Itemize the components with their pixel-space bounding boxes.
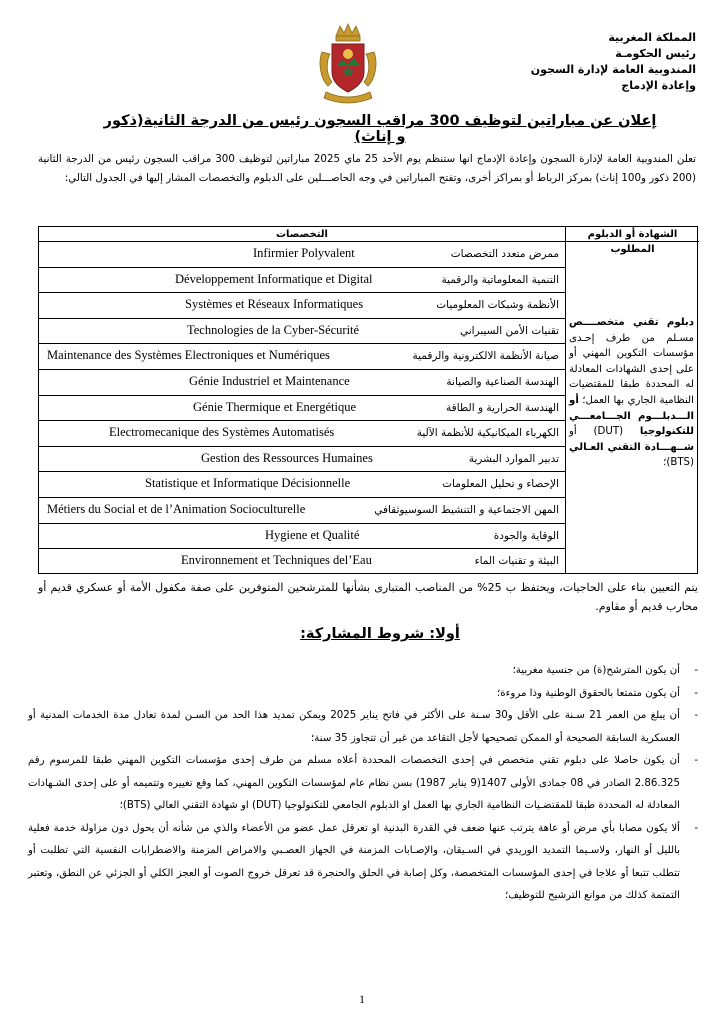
specialty-fr: Hygiene et Qualité (265, 527, 360, 542)
specialty-ar: الهندسة الصناعية والصيانة (446, 376, 559, 388)
degree-bold: دبلوم تقني متخصــــص (569, 317, 694, 328)
specialty-row (39, 344, 565, 370)
specialty-ar: صيانة الأنظمة الالكترونية والرقمية (412, 350, 559, 363)
specialty-ar: الأنظمة وشبكات المعلوميات (436, 299, 559, 312)
specialty-fr: Développement Informatique et Digital (175, 271, 373, 286)
specialty-ar: الإحصاء و تحليل المعلومات (442, 478, 559, 491)
specialty-row (39, 242, 565, 268)
institution-header (531, 30, 696, 94)
specialty-fr: Métiers du Social et de l’Animation Socioculturelle (47, 502, 306, 516)
specialty-row (39, 370, 565, 396)
specialty-fr: Infirmier Polyvalent (253, 246, 355, 260)
condition-item: - أن يكون المترشح(ة) من جنسية مغربية؛ (28, 660, 698, 683)
section-title: أولا: شروط المشاركة: (300, 626, 460, 642)
required-degree-cell (569, 315, 694, 471)
specialty-row (39, 549, 565, 575)
specialty-row (39, 524, 565, 550)
specialty-ar: الوقاية والجودة (493, 529, 559, 542)
specialties-table (38, 226, 698, 574)
header-line: وإعادة الإدماج (621, 79, 696, 92)
specialty-fr: Systèmes et Réseaux Informatiques (185, 297, 364, 312)
specialty-row (39, 293, 565, 319)
condition-item: - أن يكون متمتعا بالحقوق الوطنية وذا مروءة؛ (28, 683, 698, 706)
header-degree: الشهادة أو الدبلوم المطلوب (566, 227, 699, 242)
moroccan-coat-of-arms-icon (316, 22, 380, 106)
specialty-ar: ممرض متعدد التخصصات (450, 248, 559, 260)
header-line: المملكة المغربية (608, 31, 696, 44)
condition-item: - أن يبلغ من العمر 21 سـنة على الأقل و30 سـنة على الأكثر في فاتح يناير 2025 ويمكن تمديد هذا الحد من السـن لمدة تعادل مدة الخدمات المدنية أو العسكرية السابقة الصحيحة أو الممكن تصحيحها لأجل التقاعد من غير أن تتجاوز 35 سنة؛ (28, 705, 698, 750)
degree-text: (BTS)؛ (663, 457, 694, 469)
specialty-row (39, 472, 565, 498)
header-line: رئيس الحكومـة (615, 47, 696, 60)
specialty-ar: تدبير الموارد البشرية (468, 452, 559, 465)
degree-text: (DUT) أو (569, 426, 624, 438)
specialty-row (39, 421, 565, 447)
specialty-fr: Statistique et Informatique Décisionnelle (145, 476, 351, 491)
specialty-ar: الهندسة الحرارية و الطاقة (446, 401, 559, 414)
specialty-ar: التنمية المعلوماتية والرقمية (441, 273, 559, 286)
header-specialties: التخصصات (39, 227, 565, 242)
condition-item: - ألا يكون مصابا بأي مرض أو عاهة يترتب عنها ضعف في القدرة البدنية او تعرقل عمل عضو من الأعضاء والذي من شأنه أن يحول دون مزاولة خدمة فعلية بالليل أو النهار، ولاسـيما التمديد الوريدي في السـيقان، والإصـابات المزمنة في الجهاز العصـبي والامراض المزمنة والاضطرابات النفسية التي تطلبت أو تتطلب تتبعا أو علاجا في إحدى المؤسسات المتخصصة، وكل إصابة في الحلق والحنجرة قد تعرقل خروج الصوت أو العجز الكلي أو الجزئي عن النطق، وتعتبر التمتمة كذلك من موانع الترشيح للتوظيف؛ (28, 818, 698, 908)
specialty-row (39, 268, 565, 294)
header-line: المندوبية العامة لإدارة السجون (530, 63, 696, 76)
specialty-fr: Gestion des Ressources Humaines (201, 450, 373, 465)
specialty-fr: Génie Industriel et Maintenance (189, 374, 350, 388)
specialty-row (39, 447, 565, 473)
degree-bold: أو الـــدبلـــوم الجـــامعـــي للتكنولوجيا (569, 394, 694, 438)
specialty-fr: Maintenance des Systèmes Electroniques et Numériques (47, 348, 330, 363)
intro-paragraph: تعلن المندوبية العامة لإدارة السجون وإعادة الإدماج انها ستنظم يوم الأحد 25 ماي 2025 مباراتين لتوظيف 300 مراقب السجون رئيس من الدرجة الثانية (200 ذكور و100 إناث) بمركز الرباط أو بمراكز أخرى، وتفتح المباراتين في وجه الحاصـــلين على الدبلوم والتخصصات المشار إليها في الجدول التالي: (38, 153, 696, 184)
specialty-fr: Technologies de la Cyber-Sécurité (187, 322, 360, 337)
conditions-list (28, 660, 698, 908)
specialty-row (39, 396, 565, 422)
degree-bold: شــهـــادة التقني العـالي (569, 441, 694, 453)
specialty-ar: المهن الاجتماعية و التنشيط السوسيوثقافي (374, 504, 559, 516)
page-number: 1 (359, 992, 365, 1006)
specialty-row (39, 319, 565, 345)
specialty-fr: Electromecanique des Systèmes Automatisés (109, 425, 335, 440)
specialty-ar: الكهرباء الميكانيكية للأنظمة الآلية (416, 427, 559, 440)
specialty-fr: Génie Thermique et Energétique (193, 399, 357, 414)
column-divider (565, 227, 566, 573)
announcement-title: إعلان عن مباراتين لتوظيف 300 مراقب السجون رئيس من الدرجة الثانية(ذكور و إناث) (103, 113, 657, 145)
specialty-fr: Environnement et Techniques del’Eau (181, 553, 372, 568)
degree-text: مسـلم من طرف إحـدى مؤسسات التكوين المهني أو على إحدى الشهادات المعادلة له المحددة طبقا للمقتضيات النظامية الجاري بها العمل؛ (569, 332, 694, 406)
reserved-posts-paragraph: يتم التعيين بناء على الحاجيات، ويحتفظ ب 25% من المناصب المتبارى بشأنها للمترشحين المتوفرين على صفة مكفول الأمة أو عسكري قديم أو محارب قديم أو مقاوم. (38, 581, 698, 613)
specialty-ar: تقنيات الأمن السيبراني (459, 324, 559, 337)
condition-item: - أن يكون حاصلا على دبلوم تقني متخصص في إحدى التخصصات المحددة أعلاه مسلم من طرف إحدى مؤسسات التكوين المهني طبقا للمرسوم رقم 2.86.325 الصادر في 08 جمادى الأولى 1407(9 يناير 1987) بسن نظام عام لمؤسسات التكوين المهني، كما وقع تغييره وتتميمه أو على إحدى الشـهادات المعادلة له المحددة طبقا للمقتضـيات النظامية الجاري بها العمل او الدبلوم الجامعي للتكنولوجيا (DUT) او شهادة التقني العالي (BTS)؛ (28, 750, 698, 818)
specialty-ar: البيئة و تقنيات الماء (474, 555, 559, 568)
specialty-row (39, 498, 565, 524)
